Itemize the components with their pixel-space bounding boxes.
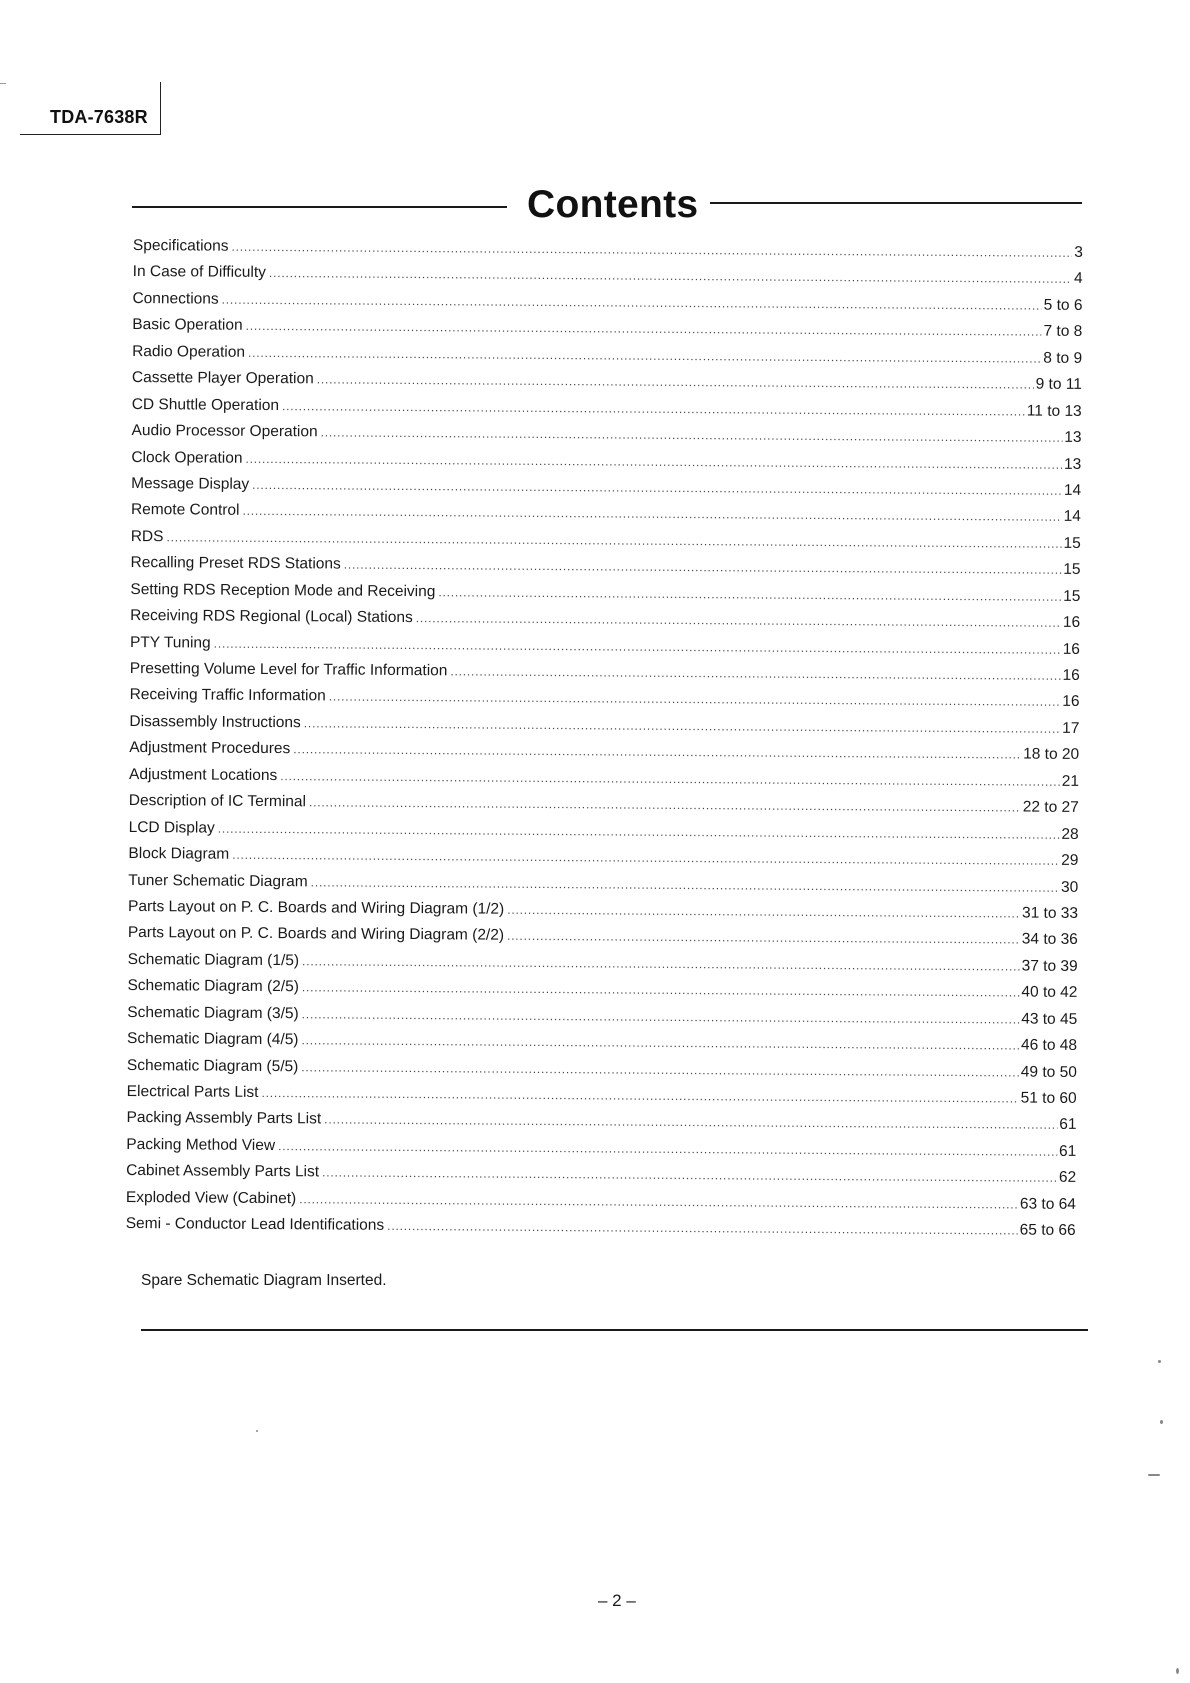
toc-entry-title: Cabinet Assembly Parts List xyxy=(126,1162,320,1181)
toc-entry-title: Receiving RDS Regional (Local) Stations xyxy=(130,607,413,627)
toc-entry-page: 17 xyxy=(1062,719,1080,737)
toc-entry-title: Setting RDS Reception Mode and Receiving xyxy=(130,580,436,600)
toc-leader-dots xyxy=(507,923,1020,953)
toc-entry-page: 46 to 48 xyxy=(1020,1036,1078,1055)
toc-entry-page: 16 xyxy=(1062,613,1081,632)
toc-leader-dots xyxy=(387,1213,1018,1244)
model-number: TDA-7638R xyxy=(50,107,148,127)
toc-entry xyxy=(126,1211,1076,1244)
toc-entry-page: 63 to 64 xyxy=(1019,1195,1076,1213)
toc-entry-title: Schematic Diagram (4/5) xyxy=(127,1030,299,1049)
scan-speck xyxy=(1176,1668,1179,1674)
scan-speck xyxy=(1158,1360,1161,1363)
toc-entry-title: Schematic Diagram (1/5) xyxy=(127,950,300,970)
toc-entry-page: 37 to 39 xyxy=(1021,957,1078,975)
toc-entry-page: 61 xyxy=(1058,1142,1077,1160)
toc-leader-dots xyxy=(438,579,1061,610)
toc-entry-page: 4 xyxy=(1074,270,1083,288)
toc-entry-title: Exploded View (Cabinet) xyxy=(125,1188,297,1207)
toc-entry-title: Parts Layout on P. C. Boards and Wiring Diagram (1/2) xyxy=(128,897,505,918)
toc-entry-title: Radio Operation xyxy=(132,342,246,361)
toc-entry-title: Schematic Diagram (5/5) xyxy=(126,1056,299,1075)
toc-entry-title: Packing Method View xyxy=(126,1135,276,1154)
toc-entry-title: In Case of Difficulty xyxy=(132,263,267,282)
toc-leader-dots xyxy=(507,897,1020,927)
toc-entry-page: 13 xyxy=(1064,428,1082,447)
title-rule-left xyxy=(132,206,507,208)
toc-entry-page: 28 xyxy=(1061,825,1079,843)
toc-entry-title: Schematic Diagram (3/5) xyxy=(127,1003,299,1022)
toc-entry-page: 62 xyxy=(1058,1169,1077,1187)
page-number: – 2 – xyxy=(598,1591,636,1610)
toc-entry-page: 49 to 50 xyxy=(1020,1063,1077,1081)
toc-entry-title: Semi - Conductor Lead Identifications xyxy=(125,1215,385,1235)
toc-entry-page: 15 xyxy=(1063,534,1081,552)
toc-entry-title: Description of IC Terminal xyxy=(128,792,307,811)
toc-entry-title: Clock Operation xyxy=(131,448,243,467)
toc-entry-title: Block Diagram xyxy=(128,845,230,863)
toc-entry-page: 14 xyxy=(1063,508,1082,526)
toc-entry-page: 65 to 66 xyxy=(1019,1221,1076,1240)
edge-tick-mark xyxy=(0,83,6,84)
toc-entry-title: Electrical Parts List xyxy=(126,1082,259,1101)
toc-leader-dots xyxy=(416,605,1061,636)
toc-entry-page: 18 to 20 xyxy=(1023,745,1080,764)
toc-entry-page: 14 xyxy=(1063,481,1082,499)
toc-entry-title: Schematic Diagram (2/5) xyxy=(127,977,299,996)
table-of-contents xyxy=(126,233,1083,1245)
spare-schematic-note: Spare Schematic Diagram Inserted. xyxy=(141,1272,387,1289)
toc-entry-page: 3 xyxy=(1074,243,1083,261)
toc-entry-title: Message Display xyxy=(131,474,250,493)
toc-entry-page: 15 xyxy=(1063,561,1081,579)
toc-entry-page: 15 xyxy=(1063,587,1081,605)
toc-entry-title: PTY Tuning xyxy=(129,633,211,652)
page-title: Contents xyxy=(527,183,699,226)
toc-leader-dots xyxy=(450,658,1060,688)
toc-entry-title: Disassembly Instructions xyxy=(129,712,301,732)
toc-entry-title: Recalling Preset RDS Stations xyxy=(130,554,341,573)
toc-entry-title: Audio Processor Operation xyxy=(131,422,318,441)
toc-entry-page: 5 to 6 xyxy=(1043,296,1083,314)
toc-entry-page: 9 to 11 xyxy=(1035,375,1082,394)
scan-speck xyxy=(1160,1420,1163,1424)
contents-title-row xyxy=(132,183,1082,233)
toc-entry-page: 16 xyxy=(1062,666,1080,684)
toc-entry-page: 22 to 27 xyxy=(1022,798,1079,817)
model-header-box xyxy=(20,82,161,135)
toc-entry-page: 7 to 8 xyxy=(1043,322,1083,341)
toc-entry-page: 34 to 36 xyxy=(1021,930,1078,949)
scan-speck xyxy=(1148,1474,1160,1476)
toc-entry-page: 11 to 13 xyxy=(1026,402,1082,420)
toc-entry-page: 16 xyxy=(1062,693,1080,711)
toc-entry-page: 16 xyxy=(1062,640,1081,658)
toc-entry-title: Receiving Traffic Information xyxy=(129,686,326,705)
toc-entry-title: Cassette Player Operation xyxy=(131,369,314,388)
toc-entry-title: Adjustment Locations xyxy=(128,765,278,784)
toc-entry-page: 8 to 9 xyxy=(1043,349,1083,367)
toc-entry-page: 30 xyxy=(1060,878,1079,896)
toc-entry-title: Packing Assembly Parts List xyxy=(126,1109,322,1128)
toc-entry-title: Tuner Schematic Diagram xyxy=(128,871,308,890)
toc-entry-page: 43 to 45 xyxy=(1021,1010,1078,1028)
toc-entry-title: LCD Display xyxy=(128,818,215,837)
toc-entry-title: Connections xyxy=(132,289,219,308)
toc-entry-title: Specifications xyxy=(132,236,229,255)
toc-entry-page: 31 to 33 xyxy=(1021,904,1079,922)
toc-entry-page: 51 to 60 xyxy=(1020,1089,1077,1107)
scan-speck xyxy=(256,1430,258,1432)
toc-entry-title: Basic Operation xyxy=(132,316,243,335)
toc-entry-page: 21 xyxy=(1061,772,1080,790)
toc-entry-title: Adjustment Procedures xyxy=(129,739,291,758)
toc-entry-title: Remote Control xyxy=(130,501,240,520)
toc-entry-page: 61 xyxy=(1059,1116,1077,1134)
toc-entry-page: 13 xyxy=(1064,455,1082,473)
toc-entry-page: 29 xyxy=(1061,851,1079,870)
toc-entry-title: Parts Layout on P. C. Boards and Wiring Diagram (2/2) xyxy=(127,924,505,945)
toc-entry-title: CD Shuttle Operation xyxy=(131,395,280,414)
toc-entry-page: 40 to 42 xyxy=(1021,983,1078,1002)
title-rule-right xyxy=(710,202,1082,204)
bottom-rule xyxy=(141,1329,1088,1331)
toc-entry-title: Presetting Volume Level for Traffic Information xyxy=(129,659,448,680)
toc-entry-title: RDS xyxy=(130,527,164,546)
